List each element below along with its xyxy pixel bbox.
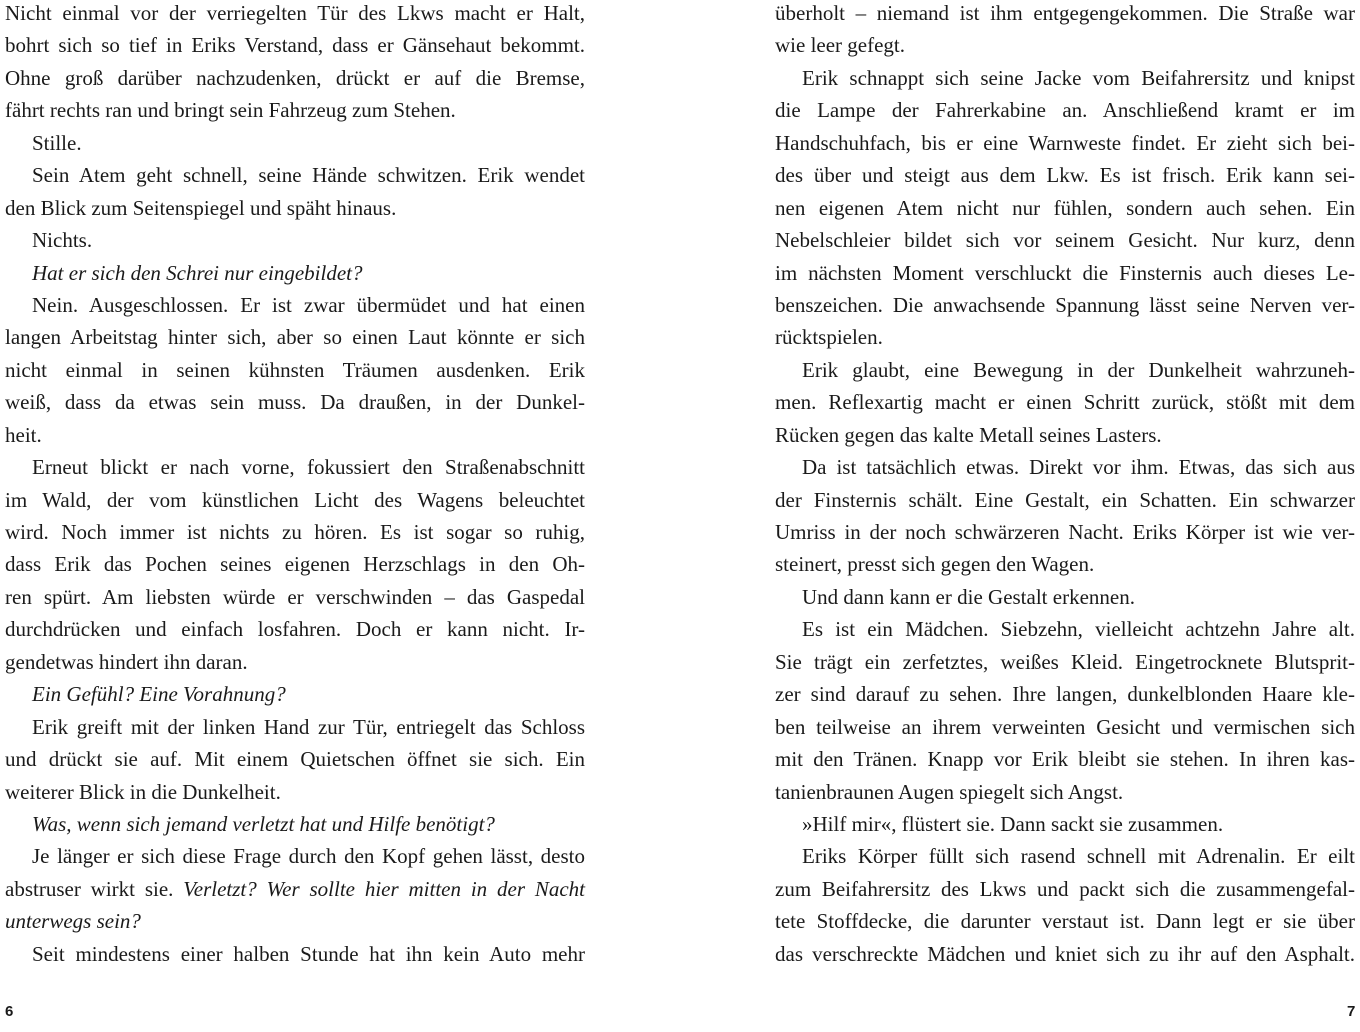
text-line <box>775 257 1355 289</box>
text-line <box>5 29 585 61</box>
text-line <box>775 0 1355 29</box>
text-line-content: durchdrücken und einfach losfahren. Doch er kann nicht. Ir- <box>5 617 585 642</box>
text-line-content: im nächsten Moment verschluckt die Finsternis auch dieses Le- <box>775 260 1355 285</box>
text-line-content: Sein Atem geht schnell, seine Hände schwitzen. Erik wendet <box>32 163 585 188</box>
text-line-content: Hat er sich den Schrei nur eingebildet? <box>32 260 363 285</box>
text-line-content: Umriss in der noch schwärzeren Nacht. Eriks Körper ist wie ver- <box>775 520 1355 544</box>
text-line-content: und drückt sie auf. Mit einem Quietschen öffnet sie sich. Ein <box>5 747 585 772</box>
text-line-content: des über und steigt aus dem Lkw. Es ist frisch. Erik kann sei- <box>775 163 1355 188</box>
text-line-content: steinert, presst sich gegen den Wagen. <box>775 552 1095 577</box>
text-line-content: Nicht einmal vor der verriegelten Tür des Lkws macht er Halt, <box>5 1 585 25</box>
text-line <box>775 289 1355 321</box>
text-line <box>5 548 585 580</box>
text-line-content: den Blick zum Seitenspiegel und späht hinaus. <box>5 195 397 220</box>
text-line-content: rücktspielen. <box>775 325 883 350</box>
text-line <box>775 840 1355 872</box>
text-line <box>775 62 1355 94</box>
text-line-content: zum Beifahrersitz des Lkws und packt sich die zusammengefal- <box>775 876 1355 901</box>
text-line <box>5 62 585 94</box>
text-line <box>775 678 1355 710</box>
text-line <box>775 516 1355 548</box>
text-line-content: mit den Tränen. Knapp vor Erik bleibt sie stehen. In ihren kas- <box>775 747 1355 772</box>
text-line <box>775 127 1355 159</box>
text-line-content: Erneut blickt er nach vorne, fokussiert den Straßenabschnitt <box>32 455 585 480</box>
text-line-content: Erik greift mit der linken Hand zur Tür, entriegelt das Schloss <box>32 714 585 739</box>
text-line <box>775 808 1355 840</box>
text-line-content: heit. <box>5 422 42 447</box>
text-line-content: der Finsternis schält. Eine Gestalt, ein Schatten. Ein schwarzer <box>775 487 1355 512</box>
text-line <box>5 419 585 451</box>
text-line <box>775 321 1355 353</box>
text-line-content: nicht einmal in seinen kühnsten Träumen ausdenken. Erik <box>5 357 585 382</box>
text-line <box>775 419 1355 451</box>
text-line <box>5 516 585 548</box>
text-line <box>775 776 1355 808</box>
text-line <box>5 386 585 418</box>
text-line-content: Es ist ein Mädchen. Siebzehn, vielleicht achtzehn Jahre alt. <box>802 617 1355 642</box>
text-line-content: bohrt sich so tief in Eriks Verstand, dass er Gänsehaut bekommt. <box>5 33 585 58</box>
text-line-content: Nebelschleier bildet sich vor seinem Gesicht. Nur kurz, denn <box>775 228 1355 253</box>
text-line <box>775 646 1355 678</box>
right-page-text <box>775 0 1355 970</box>
text-line-content: Handschuhfach, bis er eine Warnweste findet. Er zieht sich bei- <box>775 130 1355 155</box>
text-line <box>5 94 585 126</box>
text-line-content: »Hilf mir«, flüstert sie. Dann sackt sie zusammen. <box>802 811 1224 836</box>
text-line-content: Erik schnappt sich seine Jacke vom Beifahrersitz und knipst <box>802 65 1355 90</box>
text-line-content: gendetwas hindert ihn daran. <box>5 649 248 674</box>
text-line <box>775 224 1355 256</box>
text-line <box>775 354 1355 386</box>
text-line-content: Ein Gefühl? Eine Vorahnung? <box>32 682 286 707</box>
text-line-content: Und dann kann er die Gestalt erkennen. <box>802 584 1135 609</box>
text-line-content: Was, wenn sich jemand verletzt hat und Hilfe benötigt? <box>32 811 495 836</box>
text-line <box>775 873 1355 905</box>
text-line <box>5 646 585 678</box>
text-line <box>775 451 1355 483</box>
text-line <box>775 938 1355 970</box>
text-line-content: Rücken gegen das kalte Metall seines Lasters. <box>775 422 1162 447</box>
text-line <box>5 711 585 743</box>
text-line-content: zer sind darauf zu sehen. Ihre langen, dunkelblonden Haare kle- <box>775 682 1355 707</box>
text-line-content: überholt – niemand ist ihm entgegengekommen. Die Straße war <box>775 1 1355 25</box>
text-line <box>5 743 585 775</box>
text-line-content: Nichts. <box>32 228 93 253</box>
text-line <box>5 321 585 353</box>
text-line <box>775 94 1355 126</box>
text-line <box>775 743 1355 775</box>
text-line-content: benszeichen. Die anwachsende Spannung lässt seine Nerven ver- <box>775 292 1355 317</box>
text-line-content: tanienbraunen Augen spiegelt sich Angst. <box>775 779 1124 804</box>
text-line-italic: Verletzt? Wer sollte hier mitten in der Nacht <box>183 876 585 901</box>
text-line-content: nen eigenen Atem nicht nur fühlen, sondern auch sehen. Ein <box>775 195 1355 220</box>
text-line-content: Eriks Körper füllt sich rasend schnell mit Adrenalin. Er eilt <box>802 844 1355 869</box>
text-line-content: dass Erik das Pochen seines eigenen Herzschlags in den Oh- <box>5 552 585 577</box>
text-line <box>5 127 585 159</box>
text-line <box>5 840 585 872</box>
text-line <box>775 192 1355 224</box>
text-line-content: wird. Noch immer ist nichts zu hören. Es ist sogar so ruhig, <box>5 520 585 544</box>
text-line-content: wie leer gefegt. <box>775 33 906 58</box>
text-line <box>5 938 585 970</box>
left-page-text <box>5 0 585 970</box>
text-line <box>5 451 585 483</box>
text-line-content: men. Reflexartig macht er einen Schritt zurück, stößt mit dem <box>775 390 1355 415</box>
text-line <box>775 905 1355 937</box>
text-line-content: Nein. Ausgeschlossen. Er ist zwar übermüdet und hat einen <box>32 292 585 317</box>
text-line <box>5 257 585 289</box>
text-line <box>775 613 1355 645</box>
text-line <box>5 581 585 613</box>
text-line <box>775 548 1355 580</box>
text-line <box>775 484 1355 516</box>
text-line-content: ben teilweise an ihrem verweinten Gesicht und vermischen sich <box>775 714 1355 739</box>
text-line-content: Seit mindestens einer halben Stunde hat ihn kein Auto mehr <box>32 941 585 966</box>
text-line <box>775 159 1355 191</box>
text-line-content: langen Arbeitstag hinter sich, aber so einen Laut könnte er sich <box>5 325 585 350</box>
text-line <box>5 678 585 710</box>
text-line <box>5 808 585 840</box>
text-line-content: Sie trägt ein zerfetztes, weißes Kleid. Eingetrocknete Blutsprit- <box>775 649 1355 674</box>
text-line <box>5 159 585 191</box>
text-line-content: tete Stoffdecke, die darunter verstaut ist. Dann legt er sie über <box>775 909 1355 934</box>
text-line-content: abstruser wirkt sie. <box>5 876 184 901</box>
text-line <box>5 0 585 29</box>
text-line <box>5 289 585 321</box>
text-line <box>775 581 1355 613</box>
text-line-content: fährt rechts ran und bringt sein Fahrzeug zum Stehen. <box>5 98 456 123</box>
text-line-content: das verschreckte Mädchen und kniet sich zu ihr auf den Asphalt. <box>775 941 1355 966</box>
right-page <box>775 0 1360 1032</box>
text-line-content: im Wald, der vom künstlichen Licht des Wagens beleuchtet <box>5 487 585 512</box>
text-line-content: unterwegs sein? <box>5 909 141 934</box>
text-line-content: die Lampe der Fahrerkabine an. Anschließend kramt er im <box>775 98 1355 123</box>
text-line-content: weiterer Blick in die Dunkelheit. <box>5 779 281 804</box>
text-line <box>5 224 585 256</box>
text-line-content: weiß, dass da etwas sein muss. Da draußen, in der Dunkel- <box>5 390 585 415</box>
text-line <box>5 192 585 224</box>
text-line <box>5 484 585 516</box>
text-line-content: Da ist tatsächlich etwas. Direkt vor ihm. Etwas, das sich aus <box>802 455 1355 480</box>
text-line <box>5 873 585 905</box>
right-page-number: 7 <box>1347 1003 1356 1020</box>
text-line-content: Je länger er sich diese Frage durch den Kopf gehen lässt, desto <box>32 844 585 869</box>
left-page-number: 6 <box>5 1003 14 1020</box>
text-line <box>5 354 585 386</box>
text-line-content: Erik glaubt, eine Bewegung in der Dunkelheit wahrzuneh- <box>802 357 1355 382</box>
text-line-content: Ohne groß darüber nachzudenken, drückt er auf die Bremse, <box>5 65 585 90</box>
text-line <box>775 386 1355 418</box>
text-line <box>775 711 1355 743</box>
text-line <box>5 613 585 645</box>
text-line <box>5 776 585 808</box>
left-page <box>5 0 590 1032</box>
text-line-content: Stille. <box>32 130 82 155</box>
text-line-content: ren spürt. Am liebsten würde er verschwinden – das Gaspedal <box>5 584 585 609</box>
text-line <box>775 29 1355 61</box>
text-line <box>5 905 585 937</box>
